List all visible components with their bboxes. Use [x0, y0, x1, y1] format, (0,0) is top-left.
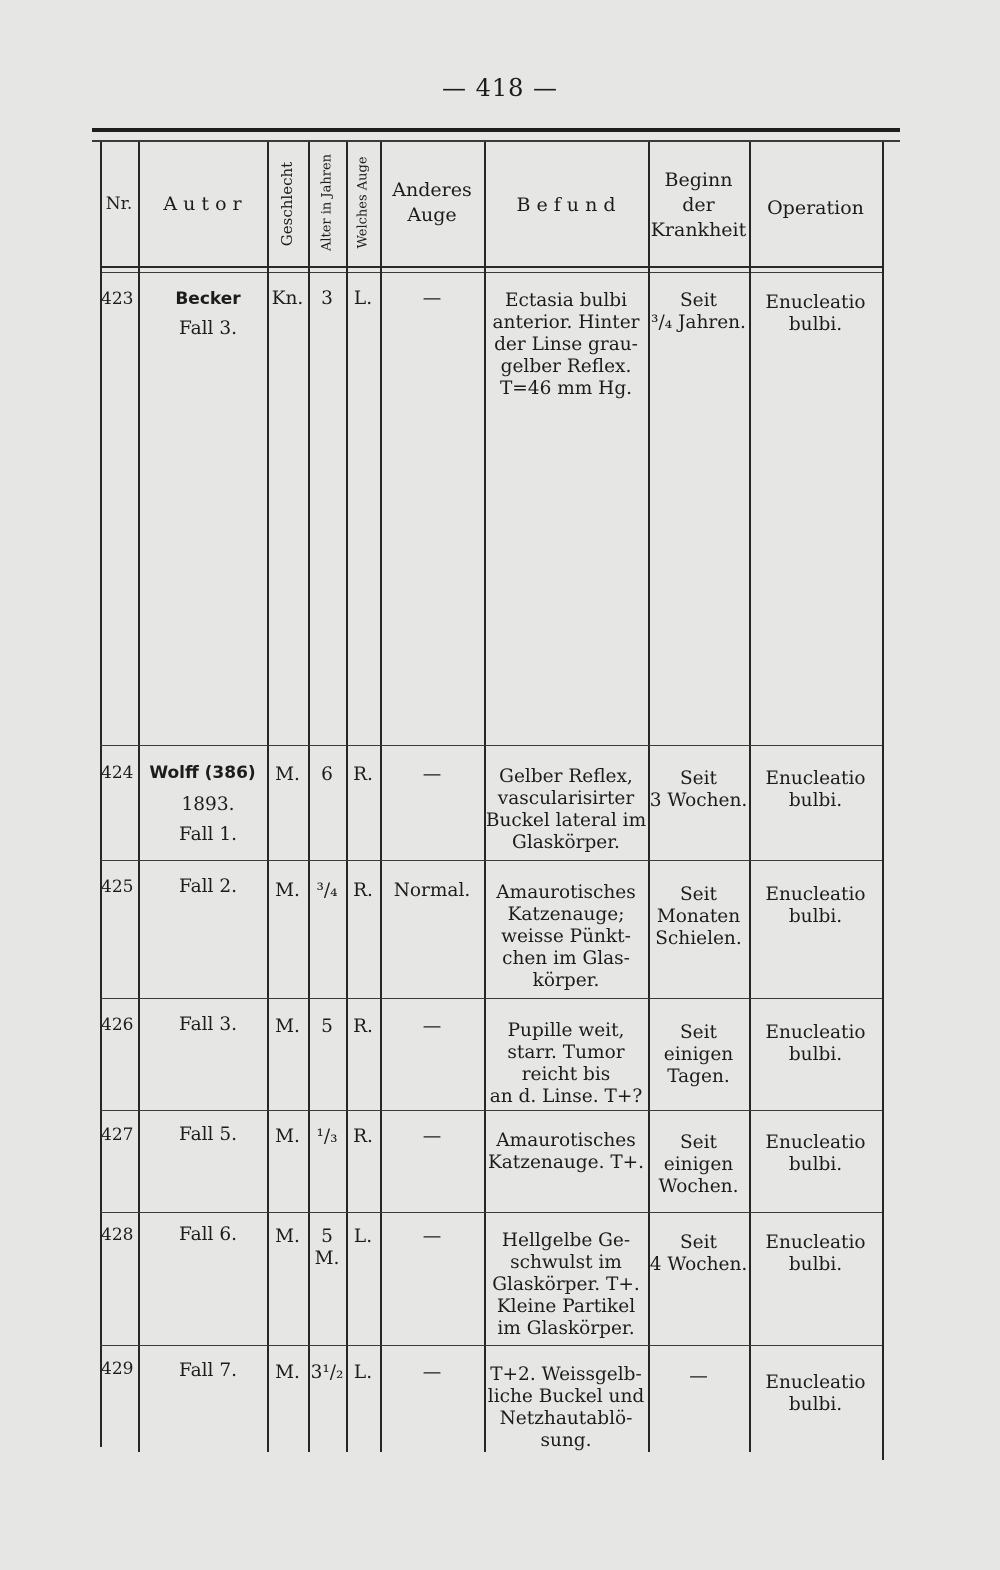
column-line [380, 142, 382, 1452]
header-alter: Alter in Jahren [319, 153, 335, 252]
row-separator [100, 1212, 882, 1213]
header-befund: B e f u n d [516, 194, 616, 216]
header-bottom-rule-thin [100, 272, 882, 273]
row-geschlecht: Kn. [271, 288, 304, 309]
row-separator [100, 1110, 882, 1111]
row-anderes: — [422, 764, 442, 785]
header-geschlecht: Geschlecht [278, 161, 296, 247]
row-operation: Enucleatio bulbi. [765, 1022, 866, 1065]
row-befund: Hellgelbe Ge- schwulst im Glaskörper. T+. Kleine Partikel im Glaskörper. [492, 1230, 640, 1339]
row-beginn: Seit 4 Wochen. [649, 1232, 748, 1275]
row-separator [100, 860, 882, 861]
row-nr: 423 [101, 289, 134, 309]
row-alter: 5 [321, 1016, 333, 1037]
row-separator [100, 998, 882, 999]
table-top-rule-thin [92, 140, 900, 142]
row-autor-line2: Fall 3. [179, 318, 237, 339]
row-geschlecht: M. [275, 1362, 300, 1383]
row-befund: Amaurotisches Katzenauge. T+. [487, 1130, 645, 1173]
row-nr: 427 [101, 1125, 134, 1145]
row-beginn: Seit Monaten Schielen. [655, 884, 742, 949]
row-befund: Gelber Reflex, vascularisirter Buckel lateral im Glaskörper. [485, 766, 647, 853]
row-autor-line2: 1893. [181, 794, 235, 815]
row-auge: R. [353, 1126, 373, 1147]
row-alter: 6 [321, 764, 333, 785]
row-befund: Amaurotisches Katzenauge; weisse Pünkt- chen im Glas- körper. [496, 882, 636, 991]
row-nr: 426 [101, 1015, 134, 1035]
row-beginn: Seit einigen Wochen. [658, 1132, 739, 1197]
column-line [100, 142, 102, 1447]
row-operation: Enucleatio bulbi. [765, 1132, 866, 1175]
row-auge: R. [353, 1016, 373, 1037]
row-operation: Enucleatio bulbi. [765, 884, 866, 927]
table-top-rule [92, 128, 900, 132]
row-anderes: — [422, 1226, 442, 1247]
header-welches-auge: Welches Auge [355, 156, 371, 249]
row-autor-line2: Fall 2. [179, 876, 237, 897]
row-nr: 428 [101, 1225, 134, 1245]
row-separator [100, 745, 882, 746]
row-autor-line2: Fall 6. [179, 1224, 237, 1245]
row-autor-line3: Fall 1. [179, 824, 237, 845]
row-nr: 425 [101, 877, 134, 897]
row-anderes: — [422, 288, 442, 309]
row-befund: T+2. Weissgelb- liche Buckel und Netzhautablö- sung. [487, 1364, 645, 1451]
row-auge: R. [353, 764, 373, 785]
row-geschlecht: M. [275, 1016, 300, 1037]
row-autor-line2: Fall 5. [179, 1124, 237, 1145]
header-anderes-auge: Anderes Auge [392, 179, 472, 226]
row-geschlecht: M. [275, 1226, 300, 1247]
page-number: — 418 — [441, 74, 559, 102]
row-beginn: Seit einigen Tagen. [663, 1022, 734, 1087]
row-nr: 424 [101, 763, 134, 783]
row-auge: R. [353, 880, 373, 901]
row-auge: L. [353, 288, 373, 309]
column-line [882, 142, 884, 1460]
row-autor-line2: Fall 3. [179, 1014, 237, 1035]
row-operation: Enucleatio bulbi. [765, 768, 866, 811]
row-operation: Enucleatio bulbi. [765, 1232, 866, 1275]
row-autor-line2: Fall 7. [179, 1360, 237, 1381]
row-alter: ¹/₃ [316, 1126, 338, 1147]
row-nr: 429 [101, 1359, 134, 1379]
row-auge: L. [353, 1362, 373, 1383]
row-alter: ³/₄ [316, 880, 338, 901]
row-anderes: — [422, 1016, 442, 1037]
row-anderes: — [422, 1362, 442, 1383]
row-beginn: Seit ³/₄ Jahren. [651, 290, 746, 333]
row-alter: 3 [321, 288, 333, 309]
row-beginn: — [689, 1366, 708, 1387]
row-geschlecht: M. [275, 880, 300, 901]
row-operation: Enucleatio bulbi. [765, 292, 866, 335]
row-alter: 3¹/₂ [310, 1362, 344, 1383]
column-line [346, 142, 348, 1452]
row-separator [100, 1345, 882, 1346]
row-anderes: — [422, 1126, 442, 1147]
row-geschlecht: M. [275, 764, 300, 785]
row-befund: Ectasia bulbi anterior. Hinter der Linse grau- gelber Reflex. T=46 mm Hg. [492, 290, 640, 399]
header-autor: A u t o r [163, 193, 242, 215]
row-befund: Pupille weit, starr. Tumor reicht bis an d. Linse. T+? [489, 1020, 643, 1107]
row-auge: L. [353, 1226, 373, 1247]
row-anderes: Normal. [393, 880, 471, 901]
row-geschlecht: M. [275, 1126, 300, 1147]
header-bottom-rule [100, 266, 882, 268]
row-beginn: Seit 3 Wochen. [649, 768, 748, 811]
row-autor: Wolff (386) [149, 763, 256, 783]
row-operation: Enucleatio bulbi. [765, 1372, 866, 1415]
header-nr: Nr. [105, 194, 133, 214]
header-beginn: Beginn der Krankheit [650, 169, 747, 241]
row-autor: Becker [175, 289, 241, 309]
header-operation: Operation [767, 197, 864, 219]
row-alter: 5 M. [314, 1226, 340, 1269]
